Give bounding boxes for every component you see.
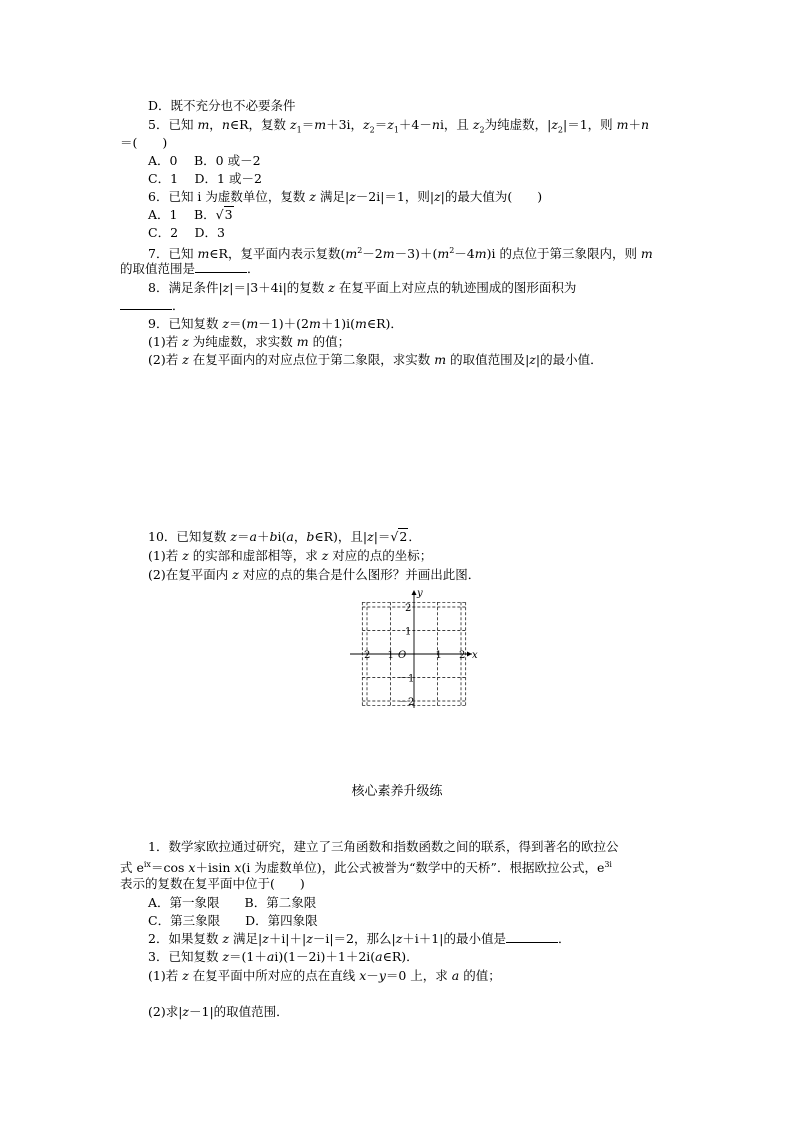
text-run: i)(1－2i)＋1＋2i(	[274, 949, 376, 964]
text-run: |＝1，则	[563, 117, 617, 132]
text-run: ．	[408, 529, 421, 544]
subscript: 2	[557, 125, 564, 135]
text-run: ，	[209, 117, 222, 132]
text-run: 3．已知复数	[148, 949, 223, 964]
text-line	[120, 876, 305, 892]
math-variable: y	[378, 968, 386, 983]
text-line	[148, 280, 576, 296]
sqrt-sign: √	[215, 207, 224, 222]
subscript: 2	[479, 125, 485, 135]
text-run: |的最大值为( )	[440, 189, 543, 204]
text-run: 为纯虚数，求实数	[188, 334, 297, 349]
text-run: ．	[557, 931, 571, 946]
tick-labels	[354, 588, 478, 708]
text-line	[148, 567, 480, 583]
math-variable: b	[269, 529, 278, 544]
text-run: －4	[454, 246, 475, 262]
text-line	[148, 316, 403, 332]
superscript: 2	[357, 246, 363, 255]
text-run: 在复平面上对应点的轨迹围成的图形面积为	[334, 280, 577, 295]
text-run: －2	[362, 246, 383, 262]
text-run: －1)＋(2	[258, 316, 309, 331]
math-variable: x	[359, 968, 367, 983]
math-variable: m	[197, 117, 210, 132]
math-variable: z	[321, 548, 329, 563]
text-run: C．1 D．1 或－2	[148, 171, 262, 186]
text-line	[148, 243, 653, 262]
text-run: (1)若	[148, 334, 183, 349]
text-run: 8．满足条件|	[148, 280, 223, 295]
text-run: ．	[247, 261, 260, 276]
text-run: ＝(	[229, 316, 247, 331]
text-run: C．第三象限 D．第四象限	[148, 913, 318, 928]
text-run: 满足|	[315, 189, 350, 204]
text-line	[148, 352, 603, 368]
text-run: ＋isin	[195, 860, 235, 876]
text-run: 对应的点的集合是什么图形？并画出此图．	[238, 567, 481, 582]
text-run: 6．已知 i 为虚数单位，复数	[148, 189, 310, 204]
superscript: ix	[143, 860, 151, 869]
math-variable: b	[306, 529, 315, 544]
radicand: 2	[399, 529, 408, 544]
text-run: ＝	[236, 529, 250, 544]
x-tick-label: 1	[435, 650, 442, 661]
text-line	[148, 529, 421, 545]
text-line	[148, 968, 501, 984]
text-run: ＋i＋1|的最小值是	[402, 931, 506, 946]
math-variable: n	[641, 117, 650, 132]
text-run: 表示的复数在复平面中位于( )	[120, 876, 305, 891]
text-line	[148, 913, 318, 929]
math-variable: n	[221, 117, 230, 132]
text-line	[148, 1004, 289, 1020]
text-run: ∈R，复数	[229, 117, 291, 132]
subscript: 1	[296, 125, 302, 135]
text-run: ∈R)．	[366, 316, 403, 331]
math-variable: m	[616, 117, 629, 132]
text-run: i，且	[439, 117, 473, 132]
y-axis-label: y	[417, 588, 423, 599]
math-variable: a	[249, 529, 257, 544]
section-title: 核心素养升级练	[351, 784, 443, 799]
math-variable: z	[529, 352, 536, 367]
math-variable: z	[387, 117, 394, 132]
text-run: ，	[293, 529, 307, 544]
math-variable: m	[437, 246, 450, 262]
math-variable: x	[188, 860, 196, 876]
y-tick-label: －1	[398, 673, 415, 685]
y-tick-label: －2	[398, 697, 415, 708]
math-variable: z	[222, 280, 230, 295]
text-run: 在复平面内的对应点位于第二象限，求实数	[188, 352, 435, 367]
math-variable: n	[431, 117, 440, 132]
math-variable: z	[472, 117, 480, 132]
text-run: 1．数学家欧拉通过研究，建立了三角函数和指数函数之间的联系，得到著名的欧拉公	[148, 839, 619, 854]
sqrt-expression	[216, 207, 234, 223]
text-run: ∈R，复平面内表示复数(	[209, 246, 346, 262]
text-line	[148, 153, 261, 169]
math-variable: a	[266, 949, 275, 964]
text-run: 的取值范围是	[120, 261, 196, 276]
math-variable: m	[345, 246, 358, 262]
math-variable: m	[355, 316, 367, 331]
math-variable: m	[434, 352, 447, 367]
x-tick-label: －2	[354, 650, 371, 661]
math-variable: z	[309, 189, 316, 204]
sqrt-sign: √	[390, 529, 399, 544]
text-run: 满足|	[229, 931, 263, 946]
math-variable: m	[474, 246, 487, 262]
text-run: 10．已知复数	[148, 529, 231, 544]
math-variable: z	[222, 931, 230, 946]
y-axis-arrow	[412, 590, 417, 595]
coordinate-grid	[340, 588, 480, 710]
text-run: ＋i|＋|	[268, 931, 307, 946]
math-variable: z	[182, 334, 189, 349]
text-line	[148, 189, 542, 205]
text-run: (1)若	[148, 968, 183, 983]
text-line	[148, 548, 432, 564]
math-variable: z	[182, 548, 189, 563]
math-variable: z	[363, 117, 370, 132]
math-variable: z	[222, 949, 230, 964]
math-variable: z	[222, 316, 230, 331]
text-run: ＋	[256, 529, 270, 544]
superscript: 2	[449, 246, 455, 255]
text-run: D．既不充分也不必要条件	[148, 98, 296, 113]
text-run: )i 的点位于第三象限内，则	[486, 246, 641, 262]
text-run: |＝	[373, 529, 391, 544]
math-variable: m	[296, 334, 309, 349]
math-variable: z	[182, 968, 189, 983]
text-run: ＝	[374, 117, 388, 132]
math-variable: z	[232, 567, 239, 582]
superscript: 3i	[604, 860, 612, 869]
text-line	[120, 135, 167, 151]
text-run: －3)＋(	[394, 246, 438, 262]
text-line	[148, 225, 225, 241]
text-run: 的取值范围及|	[446, 352, 530, 367]
text-run: －	[366, 968, 379, 983]
text-run: ＝(1＋	[229, 949, 267, 964]
text-line	[148, 207, 234, 223]
text-line	[120, 261, 260, 277]
math-variable: m	[314, 117, 327, 132]
answer-blank	[506, 931, 558, 943]
math-variable: z	[182, 352, 189, 367]
text-line	[148, 931, 570, 947]
text-run: ＋1)i(	[320, 316, 356, 331]
x-tick-label: 2	[459, 650, 466, 661]
math-variable: z	[367, 529, 374, 544]
math-variable: z	[182, 1004, 190, 1019]
answer-blank	[120, 298, 172, 310]
text-run: ．	[172, 298, 185, 313]
math-variable: a	[286, 529, 294, 544]
text-run: ＋4－	[398, 117, 432, 132]
math-variable: z	[395, 931, 403, 946]
text-run: 对应的点的坐标；	[328, 548, 433, 563]
text-run: 的实部和虚部相等，求	[188, 548, 322, 563]
math-variable: m	[640, 246, 653, 262]
math-variable: z	[306, 931, 313, 946]
text-run: ＋3i，	[326, 117, 364, 132]
math-variable: z	[262, 931, 269, 946]
text-run: 的值；	[459, 968, 501, 983]
math-variable: m	[197, 246, 210, 262]
sqrt-expression	[390, 529, 408, 545]
text-run: (i 为虚数单位)，此公式被誉为“数学中的天桥”．根据欧拉公式，e	[241, 860, 605, 876]
y-tick-label: 2	[405, 603, 412, 614]
x-axis-label: x	[472, 650, 478, 661]
y-tick-label: 1	[405, 626, 412, 638]
math-variable: z	[551, 117, 558, 132]
text-line	[148, 895, 316, 911]
answer-blank	[195, 261, 247, 273]
text-run: |的最小值．	[535, 352, 603, 367]
math-variable: a	[375, 949, 383, 964]
text-run: 9．已知复数	[148, 316, 223, 331]
text-line	[148, 117, 649, 139]
text-line	[148, 98, 296, 114]
text-run: (2)求|	[148, 1004, 183, 1019]
text-line	[148, 839, 618, 855]
text-line	[148, 949, 419, 965]
text-run: 在复平面中所对应的点在直线	[188, 968, 360, 983]
math-variable: x	[234, 860, 242, 876]
x-tick-label: O	[398, 650, 407, 661]
text-line	[148, 334, 350, 350]
text-run: (1)若	[148, 548, 183, 563]
text-run: 2．如果复数	[148, 931, 223, 946]
text-run: ＝cos	[150, 860, 189, 876]
text-run: 为纯虚数，|	[484, 117, 552, 132]
text-run: －2i|＝1，则|	[355, 189, 435, 204]
text-run: |＝|3＋4i|的复数	[229, 280, 329, 295]
text-run: 7．已知	[148, 246, 198, 262]
text-run: ∈R)．	[382, 949, 419, 964]
math-variable: z	[434, 189, 441, 204]
text-run: A．第一象限 B．第二象限	[148, 895, 317, 910]
text-line	[120, 857, 612, 876]
math-variable: z	[328, 280, 335, 295]
text-run: 式 e	[120, 860, 144, 876]
text-run: －1|的取值范围．	[189, 1004, 289, 1019]
math-variable: z	[349, 189, 356, 204]
math-variable: a	[451, 968, 460, 983]
text-run: ＝( )	[120, 135, 168, 150]
subscript: 2	[369, 125, 375, 135]
math-variable: m	[308, 316, 321, 331]
text-run: －i|＝2，那么|	[312, 931, 396, 946]
x-tick-label: －1	[377, 650, 394, 661]
text-run: ＝0 上，求	[385, 968, 452, 983]
text-run: i(	[277, 529, 287, 544]
radicand: 3	[224, 207, 233, 222]
text-run: ∈R)，且|	[314, 529, 368, 544]
text-run: 的值；	[308, 334, 351, 349]
text-line	[148, 171, 262, 187]
subscript: 1	[393, 125, 399, 135]
text-run: C．2 D．3	[148, 225, 225, 240]
text-run: A．1 B．	[148, 207, 216, 222]
text-line	[120, 298, 185, 314]
text-run: 5．已知	[148, 117, 198, 132]
math-variable: z	[290, 117, 297, 132]
math-variable: m	[382, 246, 395, 262]
text-run: (2)若	[148, 352, 183, 367]
math-variable: m	[246, 316, 259, 331]
text-run: A．0 B．0 或－2	[148, 153, 261, 168]
text-run: ＝	[301, 117, 315, 132]
text-run: (2)在复平面内	[148, 567, 233, 582]
text-run: ＋	[628, 117, 642, 132]
math-variable: z	[230, 529, 237, 544]
